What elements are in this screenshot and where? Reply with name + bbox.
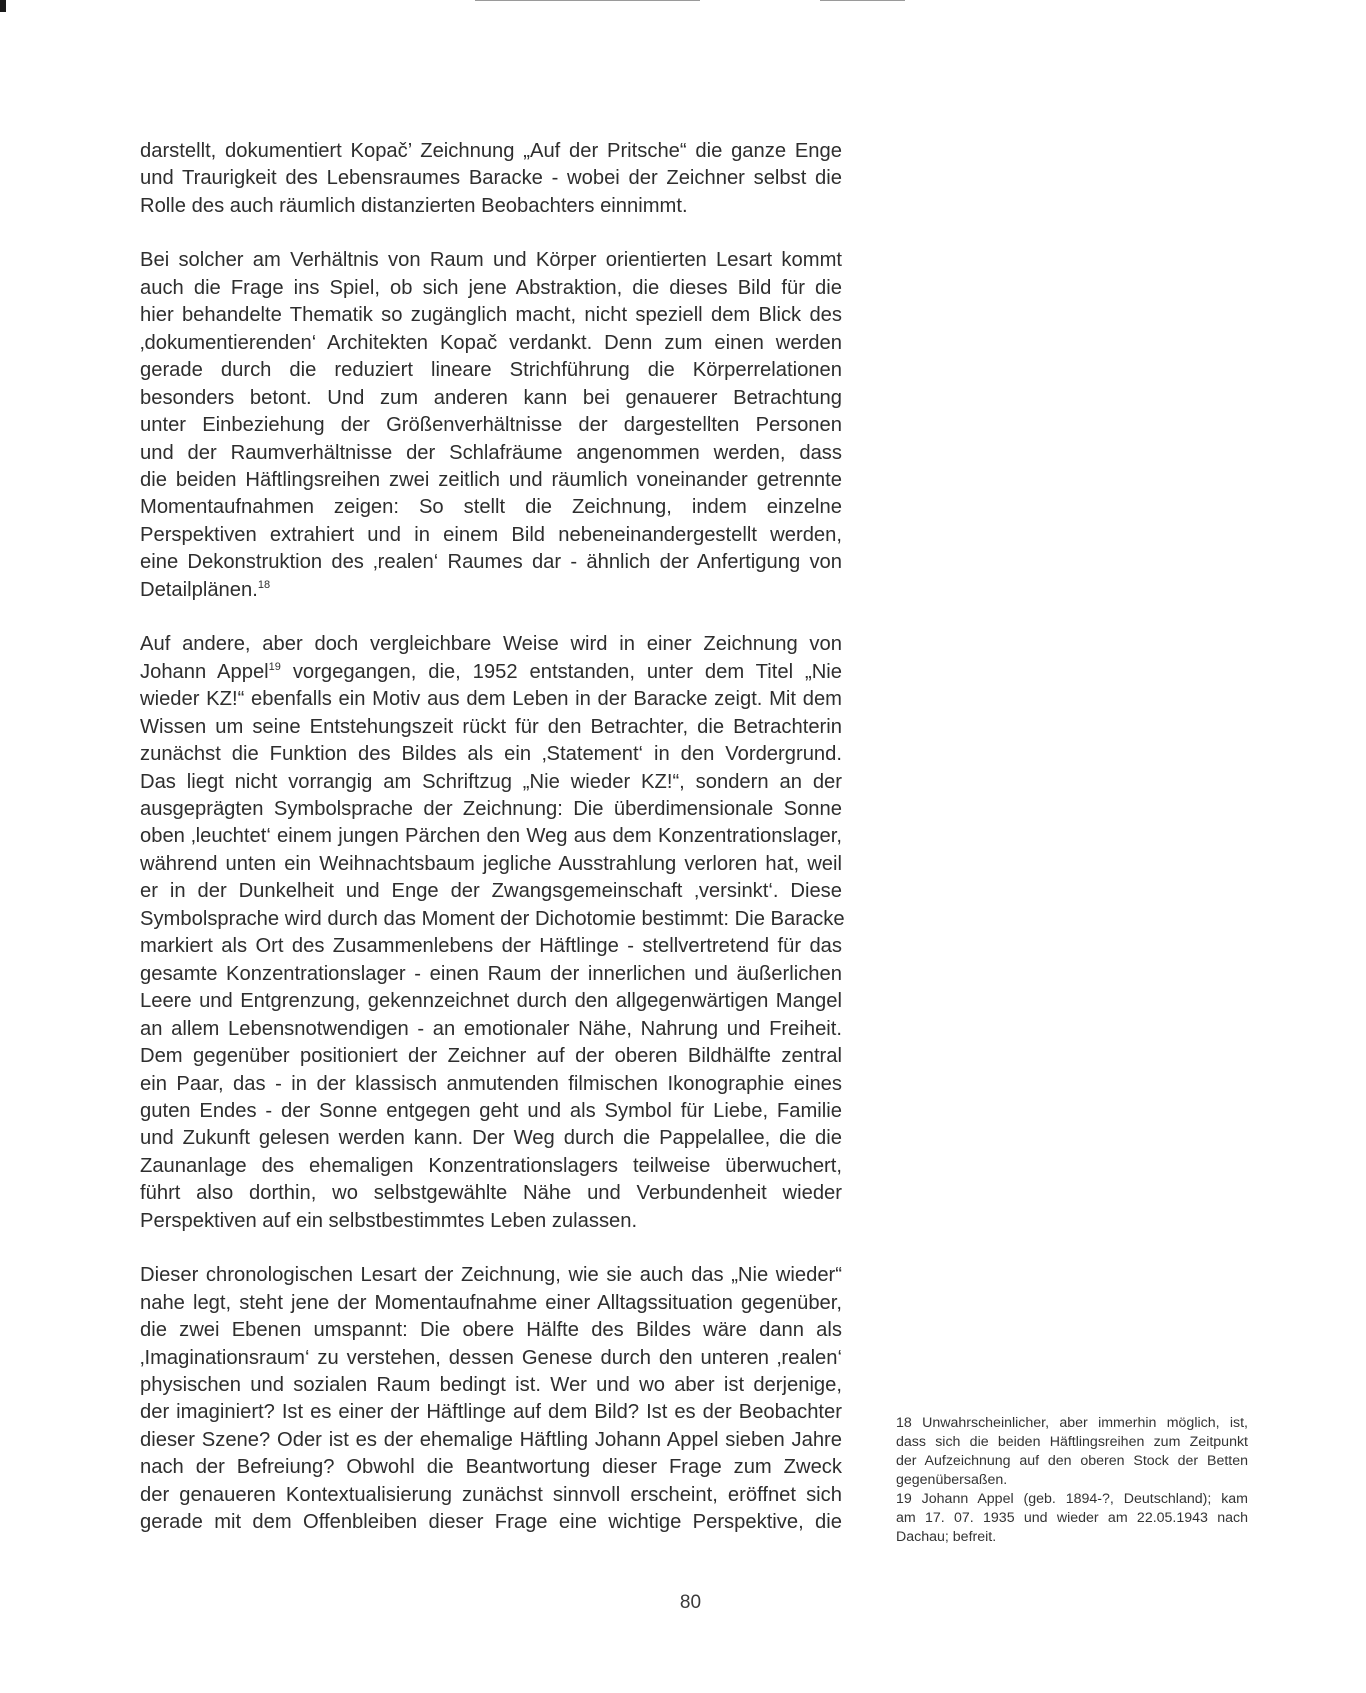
text-line: führt also dorthin, wo selbstgewählte Nähe und Verbundenheit wieder [140,1182,842,1205]
text-line: und Zukunft gelesen werden kann. Der Weg durch die Pappelallee, die die [140,1127,842,1150]
text-line: gerade durch die reduziert lineare Strichführung die Körperrelationen [140,359,842,382]
text-line: physischen und sozialen Raum bedingt ist. Wer und wo aber ist derjenige, [140,1374,842,1397]
footnote-line: gegenübersaßen. [896,1472,1008,1488]
text-line: während unten ein Weihnachtsbaum jegliche Ausstrahlung verloren hat, weil [140,852,842,875]
text-line: der imaginiert? Ist es einer der Häftlinge auf dem Bild? Ist es der Beobachter [140,1401,842,1424]
text-line: die beiden Häftlingsreihen zwei zeitlich und räumlich voneinander getrennte [140,468,842,491]
text-segment: Johann Appel [140,660,269,683]
paragraph-3 [140,631,845,1235]
footnote-19 [896,1490,1248,1547]
text-line: Perspektiven extrahiert und in einem Bild nebeneinandergestellt werden, [140,523,842,546]
top-rule-right [820,0,905,1]
footnote-line: 18 Unwahrscheinlicher, aber immerhin möglich, ist, [896,1415,1248,1431]
footnote-line: am 17. 07. 1935 und wieder am 22.05.1943 nach [896,1510,1248,1526]
text-line: besonders betont. Und zum anderen kann bei genauerer Betrachtung [140,386,842,409]
page-number: 80 [679,1592,702,1613]
text-line: nahe legt, steht jene der Momentaufnahme einer Alltagssituation gegenüber, [140,1291,842,1314]
text-line: der genaueren Kontextualisierung zunächst sinnvoll erscheint, eröffnet sich [140,1483,842,1506]
paragraph-2 [140,247,842,604]
paragraph-4 [140,1262,842,1537]
text-line: Leere und Entgrenzung, gekennzeichnet durch den allgegenwärtigen Mangel [140,990,842,1013]
text-segment: vorgegangen, die, 1952 entstanden, unter dem Titel „Nie [280,660,842,683]
text-line: Perspektiven auf ein selbstbestimmtes Leben zulassen. [140,1209,638,1232]
text-line: an allem Lebensnotwendigen - an emotionaler Nähe, Nahrung und Freiheit. [140,1017,842,1040]
footnote-line: der Aufzeichnung auf den oberen Stock der Betten [896,1453,1248,1469]
text-segment: Detailplänen. [140,578,258,601]
text-line: Zaunanlage des ehemaligen Konzentrationslagers teilweise überwuchert, [140,1154,842,1177]
text-line: und der Raumverhältnisse der Schlafräume angenommen werden, dass [140,441,842,464]
footnote-ref-19[interactable]: 19 [268,660,281,673]
text-line: dieser Szene? Oder ist es der ehemalige Häftling Johann Appel sieben Jahre [140,1428,842,1451]
text-line: er in der Dunkelheit und Enge der Zwangsgemeinschaft ‚versinkt‘. Diese [140,880,842,903]
text-line: unter Einbeziehung der Größenverhältnisse der dargestellten Personen [140,414,842,437]
text-line: ausgeprägten Symbolsprache der Zeichnung: Die überdimensionale Sonne [140,797,842,820]
text-line: Das liegt nicht vorrangig am Schriftzug „Nie wieder KZ!“, sondern an der [140,770,842,793]
text-line: oben ‚leuchtet‘ einem jungen Pärchen den Weg aus dem Konzentrationslager, [140,825,842,848]
text-line: gerade mit dem Offenbleiben dieser Frage eine wichtige Perspektive, die [140,1511,842,1534]
text-line: Momentaufnahmen zeigen: So stellt die Zeichnung, indem einzelne [140,496,842,519]
text-line: und Traurigkeit des Lebensraumes Baracke - wobei der Zeichner selbst die [140,167,842,190]
footnote-line: Dachau; befreit. [896,1529,997,1545]
text-line: zunächst die Funktion des Bildes als ein ‚Statement‘ in den Vordergrund. [140,743,842,766]
text-line: nach der Befreiung? Obwohl die Beantwortung dieser Frage zum Zweck [140,1456,842,1479]
footnotes [896,1414,1248,1547]
text-line: ein Paar, das - in der klassisch anmutenden filmischen Ikonographie eines [140,1072,842,1095]
top-rule-left [475,0,700,1]
text-line [140,577,842,604]
text-line: eine Dekonstruktion des ‚realen‘ Raumes dar - ähnlich der Anfertigung von [140,551,842,574]
text-line: ‚dokumentierenden‘ Architekten Kopač verdankt. Denn zum einen werden [140,331,842,354]
paragraph-1 [140,138,842,220]
text-line: Bei solcher am Verhältnis von Raum und Körper orientierten Lesart kommt [140,249,842,272]
text-line: ‚Imaginationsraum‘ zu verstehen, dessen Genese durch den unteren ‚realen‘ [140,1346,842,1369]
text-line: Auf andere, aber doch vergleichbare Weise wird in einer Zeichnung von [140,633,842,656]
footnote-line: dass sich die beiden Häftlingsreihen zum Zeitpunkt [896,1434,1248,1450]
text-line: markiert als Ort des Zusammenlebens der Häftlinge - stellvertretend für das [140,935,842,958]
scan-edge-mark [0,0,6,12]
text-line: die zwei Ebenen umspannt: Die obere Hälfte des Bildes wäre dann als [140,1319,842,1342]
text-line: Wissen um seine Entstehungszeit rückt für den Betrachter, die Betrachterin [140,715,842,738]
footnote-18 [896,1414,1248,1490]
text-line: hier behandelte Thematik so zugänglich macht, nicht speziell dem Blick des [140,304,842,327]
text-line: darstellt, dokumentiert Kopač’ Zeichnung „Auf der Pritsche“ die ganze Enge [140,140,842,162]
body-text [140,138,845,1564]
text-line: wieder KZ!“ ebenfalls ein Motiv aus dem Leben in der Baracke zeigt. Mit dem [140,688,842,711]
text-line: Dem gegenüber positioniert der Zeichner auf der oberen Bildhälfte zentral [140,1045,842,1068]
text-line: gesamte Konzentrationslager - einen Raum der innerlichen und äußerlichen [140,962,842,985]
text-line: Symbolsprache wird durch das Moment der Dichotomie bestimmt: Die Baracke [140,907,845,930]
text-line: Rolle des auch räumlich distanzierten Beobachters einnimmt. [140,194,688,217]
text-line: auch die Frage ins Spiel, ob sich jene Abstraktion, die dieses Bild für die [140,276,842,299]
text-line: guten Endes - der Sonne entgegen geht und als Symbol für Liebe, Familie [140,1099,842,1122]
footnote-ref-18[interactable]: 18 [257,578,271,591]
text-line [140,659,842,686]
text-line: Dieser chronologischen Lesart der Zeichnung, wie sie auch das „Nie wieder“ [140,1264,842,1287]
footnote-line: 19 Johann Appel (geb. 1894-?, Deutschland); kam [896,1491,1248,1507]
